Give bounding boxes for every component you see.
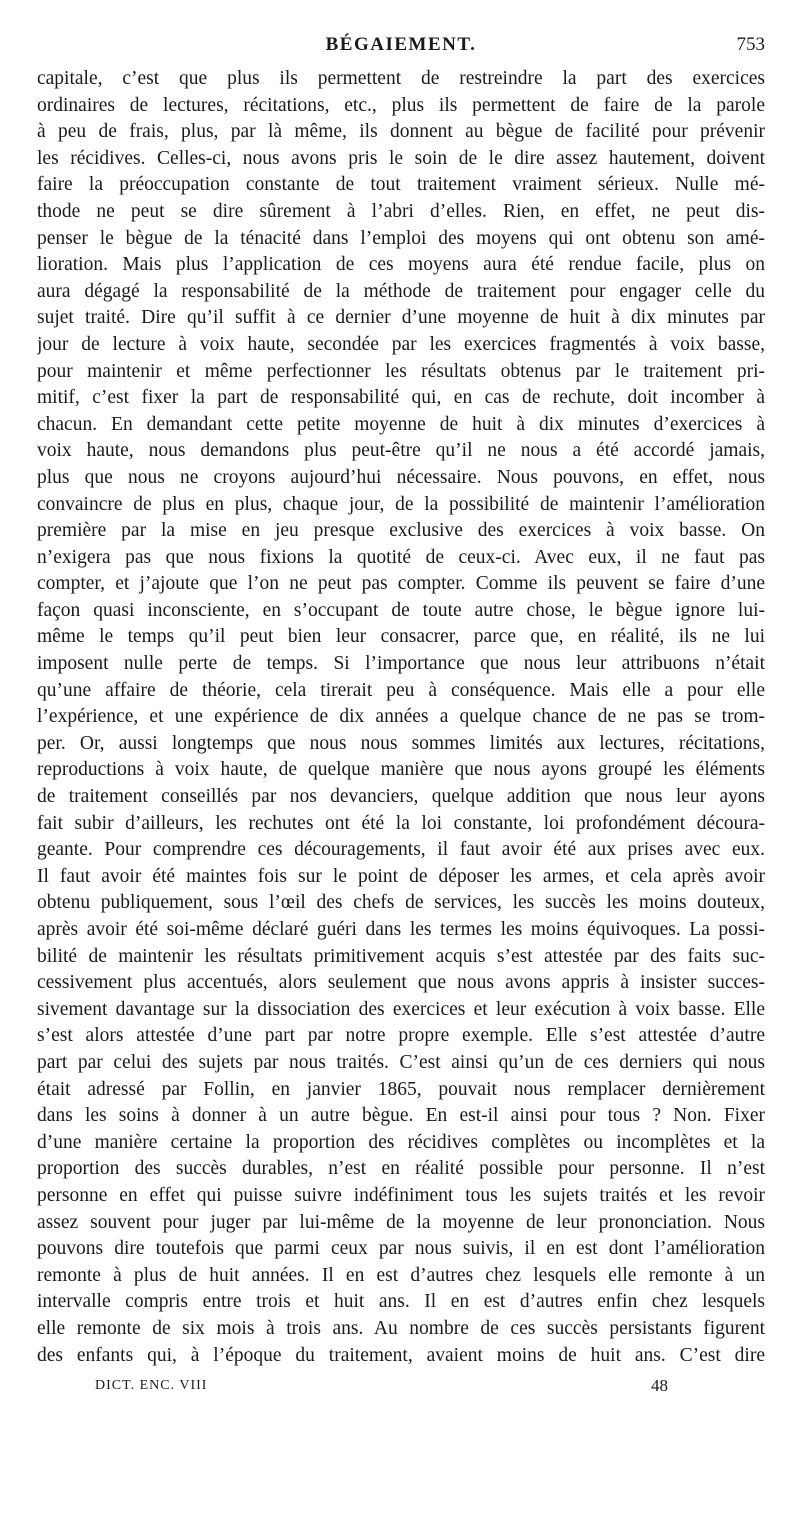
text-line: était adressé par Follin, en janvier 1865, pouvait nous remplacer dernièrement	[37, 1078, 765, 1100]
text-line: voix haute, nous demandons plus peut-être qu’il ne nous a été accordé jamais,	[37, 440, 765, 462]
text-line: ordinaires de lectures, récitations, etc., plus ils permettent de faire de la parole	[37, 94, 765, 116]
text-line: fait subir d’ailleurs, les rechutes ont été la loi constante, loi profondément découra-	[37, 812, 765, 834]
text-line: des enfants qui, à l’époque du traitement, avaient moins de huit ans. C’est dire	[37, 1344, 765, 1366]
text-line: façon quasi inconsciente, en s’occupant de toute autre chose, le bègue ignore lui-	[37, 599, 765, 621]
text-line: bilité de maintenir les résultats primitivement acquis s’est attestée par des faits suc-	[37, 945, 765, 967]
text-line: cessivement plus accentués, alors seulement que nous avons appris à insister succes-	[37, 972, 765, 994]
text-line: les récidives. Celles-ci, nous avons pris le soin de le dire assez hautement, doivent	[37, 147, 765, 169]
text-line: thode ne peut se dire sûrement à l’abri d’elles. Rien, en effet, ne peut dis-	[37, 200, 765, 222]
text-line: geante. Pour comprendre ces découragements, il faut avoir été aux prises avec eux.	[37, 839, 765, 861]
running-head	[37, 30, 765, 60]
text-line: proportion des succès durables, n’est en réalité possible pour personne. Il n’est	[37, 1158, 765, 1180]
text-line: per. Or, aussi longtemps que nous nous sommes limités aux lectures, récitations,	[37, 732, 765, 754]
text-line: convaincre de plus en plus, chaque jour, de la possibilité de maintenir l’amélioration	[37, 493, 765, 515]
text-line: compter, et j’ajoute que l’on ne peut pas compter. Comme ils peuvent se faire d’une	[37, 573, 765, 595]
text-line: assez souvent pour juger par lui-même de la moyenne de leur prononciation. Nous	[37, 1211, 765, 1233]
text-line: pour maintenir et même perfectionner les résultats obtenus par le traitement pri-	[37, 360, 765, 382]
printer-signature: DICT. ENC. VIII	[95, 1378, 208, 1393]
text-line: mitif, c’est fixer la part de responsabilité qui, en cas de rechute, doit incomber à	[37, 387, 765, 409]
text-line: jour de lecture à voix haute, secondée par les exercices fragmentés à voix basse,	[37, 333, 765, 355]
text-line: qu’une affaire de théorie, cela tirerait peu à conséquence. Mais elle a pour elle	[37, 679, 765, 701]
body-text	[37, 66, 765, 1369]
text-line: première par la mise en jeu presque exclusive des exercices à voix basse. On	[37, 520, 765, 542]
text-line: de traitement conseillés par nos devanciers, quelque addition que nous leur ayons	[37, 786, 765, 808]
text-line: intervalle compris entre trois et huit ans. Il en est d’autres enfin chez lesquels	[37, 1291, 765, 1313]
text-line: reproductions à voix haute, de quelque manière que nous ayons groupé les éléments	[37, 759, 765, 781]
text-line: part par celui des sujets par nous traités. C’est ainsi qu’un de ces derniers qui nous	[37, 1051, 765, 1073]
text-line: Il faut avoir été maintes fois sur le point de déposer les armes, et cela après avoir	[37, 865, 765, 887]
running-title: BÉGAIEMENT.	[325, 34, 477, 55]
page-footer	[37, 1372, 765, 1400]
text-line: plus que nous ne croyons aujourd’hui nécessaire. Nous pouvons, en effet, nous	[37, 466, 765, 488]
text-line: penser le bègue de la ténacité dans l’emploi des moyens qui ont obtenu son amé-	[37, 227, 765, 249]
text-line: obtenu publiquement, sous l’œil des chefs de services, les succès les moins douteux,	[37, 892, 765, 914]
text-line: après avoir été soi-même déclaré guéri dans les termes les moins équivoques. La possi-	[37, 919, 765, 940]
text-line: sujet traité. Dire qu’il suffit à ce dernier d’une moyenne de huit à dix minutes par	[37, 307, 765, 329]
text-line: même le temps qu’il peut bien leur consacrer, parce que, en réalité, ils ne lui	[37, 626, 765, 648]
page-number: 753	[736, 34, 765, 55]
text-line: personne en effet qui puisse suivre indéfiniment tous les sujets traités et les revoir	[37, 1184, 765, 1206]
text-line: l’expérience, et une expérience de dix années a quelque chance de ne pas se trom-	[37, 706, 765, 728]
text-line: pouvons dire toutefois que parmi ceux par nous suivis, il en est dont l’amélioration	[37, 1238, 765, 1260]
text-line: imposent nulle perte de temps. Si l’importance que nous leur attribuons n’était	[37, 653, 765, 675]
text-line: elle remonte de six mois à trois ans. Au nombre de ces succès persistants figurent	[37, 1317, 765, 1339]
text-line: sivement davantage sur la dissociation des exercices et leur exécution à voix basse. Elle	[37, 998, 765, 1020]
text-line: à peu de frais, plus, par là même, ils donnent au bègue de facilité pour prévenir	[37, 121, 765, 143]
signature-mark: 48	[651, 1376, 668, 1395]
text-line: lioration. Mais plus l’application de ces moyens aura été rendue facile, plus on	[37, 254, 765, 276]
text-line: chacun. En demandant cette petite moyenne de huit à dix minutes d’exercices à	[37, 413, 765, 435]
text-line: dans les soins à donner à un autre bègue. En est-il ainsi pour tous ? Non. Fixer	[37, 1105, 765, 1127]
text-line: capitale, c’est que plus ils permettent de restreindre la part des exercices	[37, 68, 765, 89]
text-line: s’est alors attestée d’une part par notre propre exemple. Elle s’est attestée d’autre	[37, 1025, 765, 1047]
text-line: remonte à plus de huit années. Il en est d’autres chez lesquels elle remonte à un	[37, 1264, 765, 1286]
text-line: n’exigera pas que nous fixions la quotité de ceux-ci. Avec eux, il ne faut pas	[37, 546, 765, 568]
text-line: aura dégagé la responsabilité de la méthode de traitement pour engager celle du	[37, 280, 765, 302]
text-line: faire la préoccupation constante de tout traitement vraiment sérieux. Nulle mé-	[37, 174, 765, 196]
text-line: d’une manière certaine la proportion des récidives complètes ou incomplètes et la	[37, 1131, 765, 1153]
